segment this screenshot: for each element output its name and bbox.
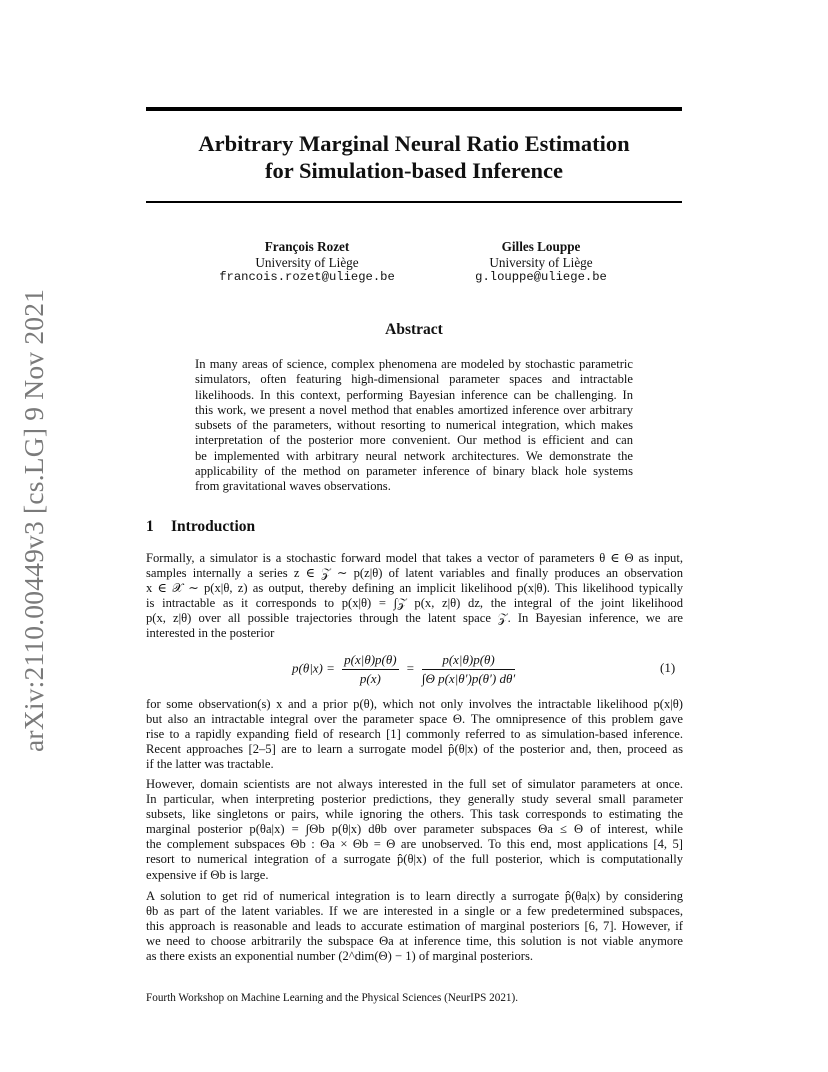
text-line: we need to choose arbitrarily the subspace Θa at inference time, this solution is not viable anymore [146,934,683,949]
text-line: samples internally a series z ∈ 𝒵 ∼ p(z|θ) of latent variables and finally produces an observation [146,566,683,581]
text-line: if the latter was tractable. [146,757,274,772]
intro-paragraph-1 [146,551,683,642]
abstract-line: applicability of the method on parameter inference of binary black hole systems [195,464,633,479]
text-line: is intractable as it corresponds to p(x|θ) = ∫𝒵 p(x, z|θ) dz, the integral of the joint likelihood [146,596,683,611]
text-line: x ∈ 𝒳 ∼ p(x|θ, z) as output, thereby defining an implicit likelihood p(x|θ). This likelihood typically [146,581,683,596]
author-affiliation: University of Liège [489,254,593,270]
title-bottom-rule [146,201,682,203]
abstract-line: simulators, often featuring high-dimensional parameter spaces and intractable [195,372,633,387]
text-line: rise to a rapidly expanding field of research [1] commonly referred to as simulation-based inference. [146,727,683,742]
text-line: p(x, z|θ) over all possible trajectories through the latent space 𝒵. In Bayesian inference, we are [146,611,683,626]
text-line: this approach is reasonable and leads to accurate estimation of marginal posteriors [6, 7]. However, if [146,919,683,934]
fraction-numerator: p(x|θ)p(θ) [422,652,515,670]
fraction-denominator: ∫Θ p(x|θ′)p(θ′) dθ′ [421,671,516,686]
author-email[interactable]: g.louppe@uliege.be [475,270,607,284]
fraction-2 [422,652,515,687]
text-line: subsets, like singletons or pairs, while ignoring the others. This task corresponds to estimating the [146,807,683,822]
abstract-line: from gravitational waves observations. [195,479,391,494]
text-line: interested in the posterior [146,626,275,641]
equation-lhs: p(θ|x) = [292,660,335,676]
abstract-line: likelihoods. In this context, performing Bayesian inference can be challenging. In [195,387,633,402]
title-top-rule [146,107,682,111]
text-line: expensive if Θb is large. [146,867,269,882]
abstract-heading: Abstract [385,321,443,338]
abstract-line: this work, we present a novel method that enables amortized inference over arbitrary [195,402,633,417]
abstract-line: In many areas of science, complex phenomena are modeled by stochastic parametric [195,357,633,371]
abstract-line: interpretation of the posterior more convenient. Our method is efficient and can [195,433,633,448]
intro-paragraph-4 [146,889,683,964]
section-number: 1 [146,518,154,535]
abstract-line: subsets of the parameters, without resorting to numerical integration, which makes [195,418,633,433]
text-line: A solution to get rid of numerical integration is to learn directly a surrogate p̂(θa|x) by considering [146,889,683,903]
text-line: for some observation(s) x and a prior p(θ), which not only involves the intractable likelihood p(x|θ) [146,697,683,711]
author-affiliation: University of Liège [255,254,359,270]
posterior-equation [292,652,519,687]
text-line: marginal posterior p(θa|x) = ∫Θb p(θ|x) dθb over parameter subspaces Θa ≤ Θ of interest, while [146,822,683,837]
text-line: Formally, a simulator is a stochastic forward model that takes a vector of parameters θ ∈ Θ as input, [146,551,683,565]
text-line: resort to numerical integration of a surrogate p̂(θ|x) of the full posterior, which is computationally [146,852,683,867]
author-block-2 [421,239,661,286]
paper-title [146,130,682,184]
section-title: Introduction [171,518,256,535]
title-line-2: for Simulation-based Inference [265,158,563,183]
section-heading [146,518,255,536]
title-line-1: Arbitrary Marginal Neural Ratio Estimation [198,131,630,156]
fraction-1 [342,652,398,687]
author-block-1 [187,239,427,286]
fraction-numerator: p(x|θ)p(θ) [342,652,398,670]
text-line: but also an intractable integral over the parameter space Θ. The omnipresence of this problem gave [146,712,683,727]
text-line: However, domain scientists are not always interested in the full set of simulator parameters at once. [146,777,683,791]
arxiv-side-stamp: arXiv:2110.00449v3 [cs.LG] 9 Nov 2021 [18,288,49,752]
author-name: Gilles Louppe [501,239,581,254]
text-line: as there exists an exponential number (2^dim(Θ) − 1) of marginal posteriors. [146,949,533,964]
abstract-line: be implemented with arbitrary neural network architectures. We demonstrate the [195,448,633,463]
venue-footnote: Fourth Workshop on Machine Learning and the Physical Sciences (NeurIPS 2021). [146,992,519,1004]
text-line: the complement subspaces Θb : Θa × Θb = Θ are unobserved. To this end, most applications [4, 5] [146,837,683,852]
text-line: Recent approaches [2–5] are to learn a surrogate model p̂(θ|x) of the posterior and, then, proceed as [146,742,683,757]
intro-paragraph-2 [146,697,683,772]
author-name: François Rozet [264,239,350,254]
abstract-body [195,357,633,495]
fraction-denominator: p(x) [359,671,381,686]
equation-number: (1) [660,660,676,675]
author-email[interactable]: francois.rozet@uliege.be [219,270,395,284]
intro-paragraph-3 [146,777,683,883]
text-line: In particular, when interpreting posterior predictions, they generally study several small parameter [146,792,683,807]
text-line: θb as part of the latent variables. If we are interested in a single or a few predetermined subspaces, [146,904,683,919]
equation-equals: = [405,660,415,676]
